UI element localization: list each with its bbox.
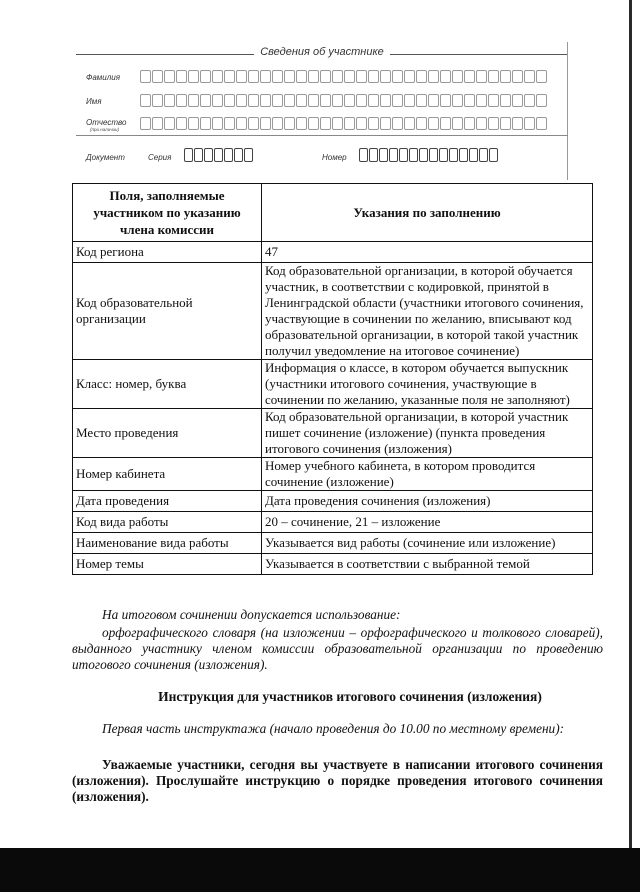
letter-cell[interactable] <box>356 70 367 83</box>
letter-cell[interactable] <box>260 70 271 83</box>
letter-cell[interactable] <box>369 148 378 162</box>
page-right-edge <box>629 0 632 848</box>
letter-cell[interactable] <box>512 117 523 130</box>
row-instruction: Код образовательной организации, в которой участник пишет сочинение (изложение) (пункта проведения итогового сочинения (изложения) <box>262 409 593 458</box>
row-instruction: Дата проведения сочинения (изложения) <box>262 491 593 512</box>
letter-cell[interactable] <box>380 70 391 83</box>
letter-cell[interactable] <box>469 148 478 162</box>
table-row <box>73 409 593 458</box>
letter-cell[interactable] <box>200 117 211 130</box>
letter-cell[interactable] <box>176 94 187 107</box>
number-field[interactable] <box>359 148 499 162</box>
first-part-note: Первая часть инструктажа (начало проведения до 10.00 по местному времени): <box>102 721 565 736</box>
letter-cell[interactable] <box>248 117 259 130</box>
letter-cell[interactable] <box>368 94 379 107</box>
letter-cell[interactable] <box>204 148 213 162</box>
letter-cell[interactable] <box>500 94 511 107</box>
letter-cell[interactable] <box>200 70 211 83</box>
series-field[interactable] <box>184 148 254 162</box>
letter-cell[interactable] <box>428 70 439 83</box>
letter-cell[interactable] <box>214 148 223 162</box>
letter-cell[interactable] <box>489 148 498 162</box>
letter-cell[interactable] <box>488 70 499 83</box>
patronymic-note: (при наличии) <box>90 127 120 132</box>
letter-cell[interactable] <box>296 70 307 83</box>
letter-cell[interactable] <box>356 94 367 107</box>
letter-cell[interactable] <box>344 70 355 83</box>
letter-cell[interactable] <box>476 70 487 83</box>
letter-cell[interactable] <box>488 117 499 130</box>
letter-cell[interactable] <box>452 70 463 83</box>
letter-cell[interactable] <box>440 94 451 107</box>
letter-cell[interactable] <box>248 94 259 107</box>
letter-cell[interactable] <box>488 94 499 107</box>
letter-cell[interactable] <box>284 117 295 130</box>
letter-cell[interactable] <box>536 117 547 130</box>
letter-cell[interactable] <box>416 94 427 107</box>
table-header-row <box>73 184 593 242</box>
row-field-name: Номер кабинета <box>73 458 262 491</box>
form-title <box>76 46 568 58</box>
table-header-fields: Поля, заполняемые участником по указанию члена комиссии <box>73 184 262 242</box>
letter-cell[interactable] <box>439 148 448 162</box>
table-row <box>73 458 593 491</box>
letter-cell[interactable] <box>440 117 451 130</box>
table-row <box>73 554 593 575</box>
letter-cell[interactable] <box>440 70 451 83</box>
letter-cell[interactable] <box>224 70 235 83</box>
letter-cell[interactable] <box>224 117 235 130</box>
letter-cell[interactable] <box>399 148 408 162</box>
patronymic-field[interactable] <box>140 117 548 130</box>
form-right-border <box>567 42 569 180</box>
letter-cell[interactable] <box>236 94 247 107</box>
row-field-name: Наименование вида работы <box>73 533 262 554</box>
letter-cell[interactable] <box>464 117 475 130</box>
row-field-name: Класс: номер, буква <box>73 360 262 409</box>
letter-cell[interactable] <box>464 94 475 107</box>
letter-cell[interactable] <box>260 94 271 107</box>
participants-address: Уважаемые участники, сегодня вы участвуете в написании итогового сочинения (изложения). Прослушайте инструкцию о порядке проведения итогового сочинения (изложения). <box>72 757 603 804</box>
letter-cell[interactable] <box>320 117 331 130</box>
letter-cell[interactable] <box>479 148 488 162</box>
letter-cell[interactable] <box>404 117 415 130</box>
letter-cell[interactable] <box>524 94 535 107</box>
letter-cell[interactable] <box>200 94 211 107</box>
form-title-text: Сведения об участнике <box>254 46 390 58</box>
row-field-name: Место проведения <box>73 409 262 458</box>
letter-cell[interactable] <box>409 148 418 162</box>
letter-cell[interactable] <box>332 70 343 83</box>
letter-cell[interactable] <box>194 148 203 162</box>
letter-cell[interactable] <box>392 117 403 130</box>
letter-cell[interactable] <box>344 94 355 107</box>
table-row <box>73 242 593 263</box>
letter-cell[interactable] <box>224 148 233 162</box>
letter-cell[interactable] <box>379 148 388 162</box>
letter-cell[interactable] <box>152 117 163 130</box>
letter-cell[interactable] <box>464 70 475 83</box>
letter-cell[interactable] <box>272 94 283 107</box>
row-field-name: Номер темы <box>73 554 262 575</box>
letter-cell[interactable] <box>176 117 187 130</box>
participant-form <box>76 42 568 180</box>
letter-cell[interactable] <box>164 117 175 130</box>
letter-cell[interactable] <box>164 70 175 83</box>
letter-cell[interactable] <box>449 148 458 162</box>
letter-cell[interactable] <box>476 117 487 130</box>
letter-cell[interactable] <box>404 94 415 107</box>
patronymic-label: Отчество <box>86 118 127 127</box>
row-instruction: Номер учебного кабинета, в котором проводится сочинение (изложение) <box>262 458 593 491</box>
table-row <box>73 512 593 533</box>
letter-cell[interactable] <box>236 70 247 83</box>
letter-cell[interactable] <box>284 70 295 83</box>
letter-cell[interactable] <box>284 94 295 107</box>
letter-cell[interactable] <box>152 94 163 107</box>
row-instruction: Информация о классе, в котором обучается выпускник (участники итогового сочинения, участвующие в сочинении по желанию, указанные поля не заполняют) <box>262 360 593 409</box>
letter-cell[interactable] <box>459 148 468 162</box>
letter-cell[interactable] <box>392 94 403 107</box>
row-instruction: Указывается вид работы (сочинение или изложение) <box>262 533 593 554</box>
letter-cell[interactable] <box>188 94 199 107</box>
row-instruction: 20 – сочинение, 21 – изложение <box>262 512 593 533</box>
letter-cell[interactable] <box>272 117 283 130</box>
letter-cell[interactable] <box>428 94 439 107</box>
letter-cell[interactable] <box>524 117 535 130</box>
letter-cell[interactable] <box>356 117 367 130</box>
letter-cell[interactable] <box>212 70 223 83</box>
letter-cell[interactable] <box>272 70 283 83</box>
letter-cell[interactable] <box>184 148 193 162</box>
letter-cell[interactable] <box>452 117 463 130</box>
letter-cell[interactable] <box>320 70 331 83</box>
allowed-text: орфографического словаря (на изложении – орфографического и толкового словарей), выданного участнику членом комиссии образовательной организации по проведению итогового сочинения (изложения). <box>72 625 603 672</box>
letter-cell[interactable] <box>344 117 355 130</box>
letter-cell[interactable] <box>164 94 175 107</box>
letter-cell[interactable] <box>524 70 535 83</box>
letter-cell[interactable] <box>224 94 235 107</box>
letter-cell[interactable] <box>416 117 427 130</box>
table-header-instructions: Указания по заполнению <box>262 184 593 242</box>
letter-cell[interactable] <box>476 94 487 107</box>
letter-cell[interactable] <box>176 70 187 83</box>
letter-cell[interactable] <box>140 70 151 83</box>
letter-cell[interactable] <box>368 70 379 83</box>
letter-cell[interactable] <box>308 70 319 83</box>
letter-cell[interactable] <box>296 117 307 130</box>
instruction-heading: Инструкция для участников итогового сочинения (изложения) <box>158 689 542 704</box>
letter-cell[interactable] <box>140 117 151 130</box>
letter-cell[interactable] <box>212 94 223 107</box>
letter-cell[interactable] <box>212 117 223 130</box>
letter-cell[interactable] <box>296 94 307 107</box>
letter-cell[interactable] <box>536 70 547 83</box>
letter-cell[interactable] <box>332 94 343 107</box>
surname-field[interactable] <box>140 70 548 83</box>
letter-cell[interactable] <box>188 70 199 83</box>
letter-cell[interactable] <box>152 70 163 83</box>
table-row <box>73 533 593 554</box>
series-label: Серия <box>148 153 172 162</box>
letter-cell[interactable] <box>500 70 511 83</box>
letter-cell[interactable] <box>320 94 331 107</box>
letter-cell[interactable] <box>380 117 391 130</box>
row-field-name: Дата проведения <box>73 491 262 512</box>
letter-cell[interactable] <box>452 94 463 107</box>
form-separator <box>76 135 568 136</box>
name-field[interactable] <box>140 94 548 107</box>
row-instruction: Код образовательной организации, в которой обучается участник, в соответствии с кодировкой, принятой в Ленинградской области (участники итогового сочинения, участвующие в сочинении по желанию, вписывают код образовательной организации, в которой такой участник получил уведомление на итоговое сочинение) <box>262 263 593 360</box>
letter-cell[interactable] <box>359 148 368 162</box>
letter-cell[interactable] <box>332 117 343 130</box>
letter-cell[interactable] <box>380 94 391 107</box>
letter-cell[interactable] <box>512 94 523 107</box>
document-label: Документ <box>86 153 125 162</box>
scan-bottom-edge <box>0 848 640 892</box>
row-field-name: Код образовательной организации <box>73 263 262 360</box>
name-label: Имя <box>86 97 102 106</box>
letter-cell[interactable] <box>500 117 511 130</box>
allowed-intro: На итоговом сочинении допускается использование: <box>102 607 401 622</box>
table-row <box>73 263 593 360</box>
letter-cell[interactable] <box>392 70 403 83</box>
letter-cell[interactable] <box>389 148 398 162</box>
letter-cell[interactable] <box>308 94 319 107</box>
letter-cell[interactable] <box>416 70 427 83</box>
letter-cell[interactable] <box>308 117 319 130</box>
letter-cell[interactable] <box>244 148 253 162</box>
fill-instructions-table <box>72 183 593 575</box>
row-field-name: Код региона <box>73 242 262 263</box>
table-row <box>73 491 593 512</box>
surname-label: Фамилия <box>86 73 120 82</box>
number-label: Номер <box>322 153 347 162</box>
letter-cell[interactable] <box>368 117 379 130</box>
letter-cell[interactable] <box>260 117 271 130</box>
letter-cell[interactable] <box>404 70 415 83</box>
row-instruction: 47 <box>262 242 593 263</box>
letter-cell[interactable] <box>234 148 243 162</box>
letter-cell[interactable] <box>140 94 151 107</box>
row-field-name: Код вида работы <box>73 512 262 533</box>
letter-cell[interactable] <box>248 70 259 83</box>
letter-cell[interactable] <box>236 117 247 130</box>
letter-cell[interactable] <box>536 94 547 107</box>
letter-cell[interactable] <box>429 148 438 162</box>
letter-cell[interactable] <box>428 117 439 130</box>
letter-cell[interactable] <box>512 70 523 83</box>
row-instruction: Указывается в соответствии с выбранной темой <box>262 554 593 575</box>
table-row <box>73 360 593 409</box>
letter-cell[interactable] <box>188 117 199 130</box>
letter-cell[interactable] <box>419 148 428 162</box>
